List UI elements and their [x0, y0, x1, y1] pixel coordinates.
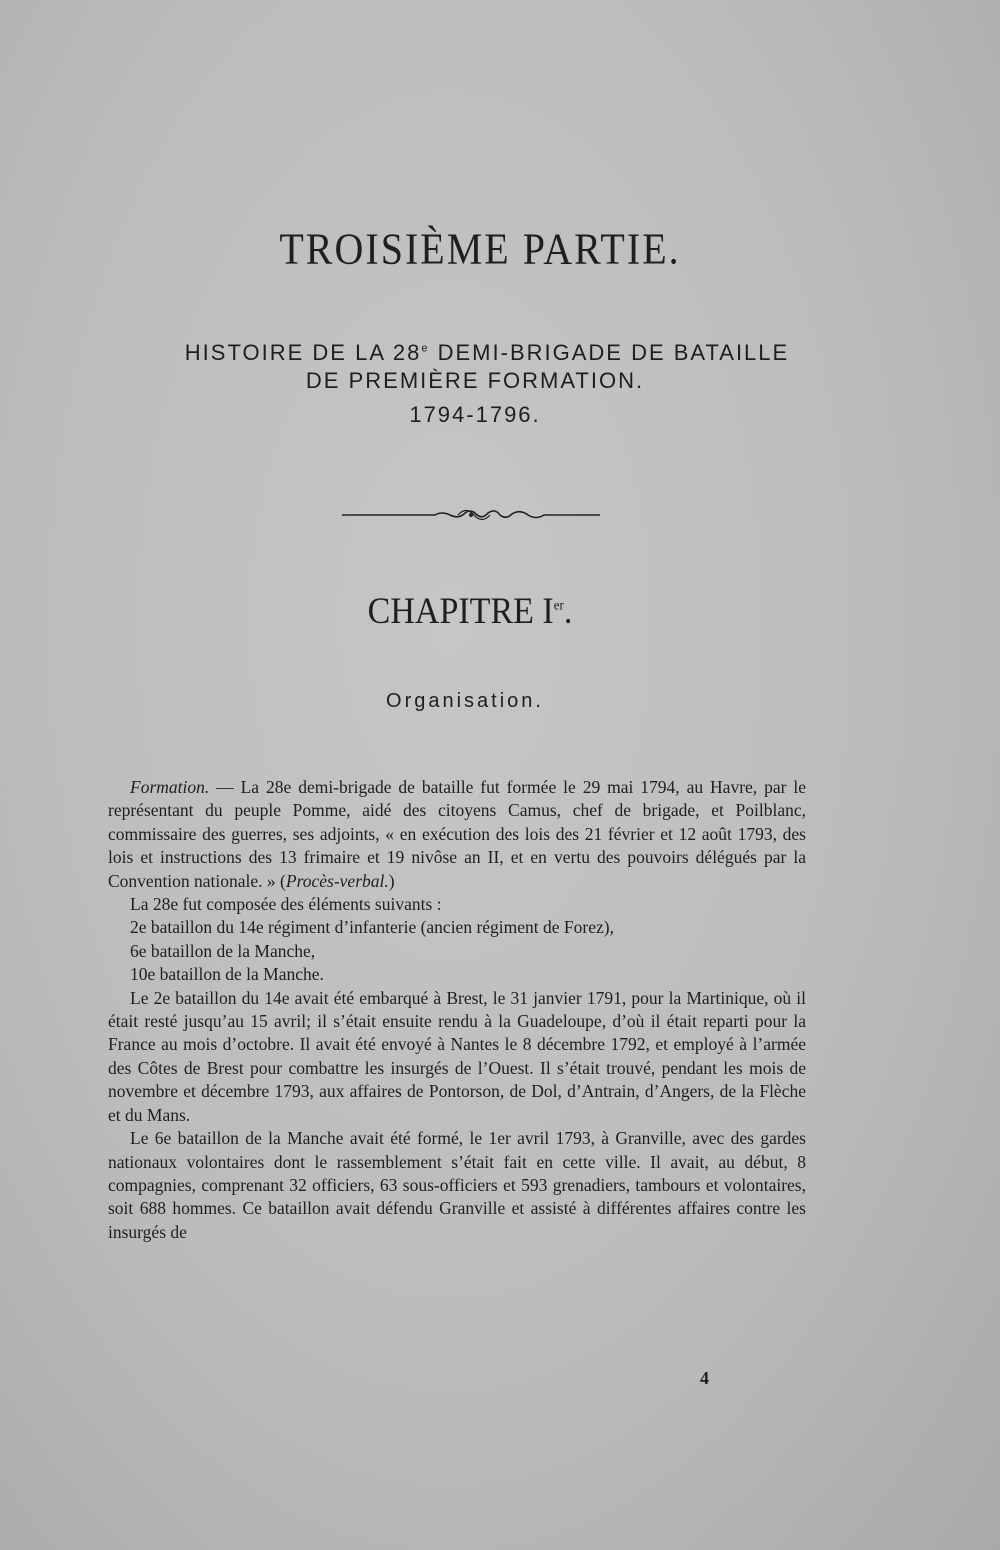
ornament-divider-icon	[340, 500, 602, 530]
subtitle-line-1-after: DEMI-BRIGADE DE BATAILLE	[429, 340, 790, 365]
subtitle-ordinal-sup: e	[421, 342, 430, 355]
subtitle-line-2: DE PREMIÈRE FORMATION.	[305, 368, 645, 393]
body-text	[108, 776, 806, 1244]
paragraph-formation-text: — La 28e demi-brigade de bataille fut formée le 29 mai 1794, au Havre, par le représentant du peuple Pomme, aidé des citoyens Camus, chef de brigade, et Poilblanc, commissaire des guerres, ses adjoints, « en exécution des lois des 21 février et 12 août 1793, des lois et instructions des 13 frimaire et 19 nivôse an II, et en vertu des pouvoirs délégués par la Convention nationale. » (	[108, 777, 806, 891]
subtitle-line-1	[12, 340, 962, 366]
paragraph-lead: Formation.	[130, 777, 210, 797]
chapter-ordinal-sup: er	[553, 596, 564, 613]
list-item: 2e bataillon du 14e régiment d’infanterie (ancien régiment de Forez),	[130, 917, 614, 938]
chapter-label: CHAPITRE I	[367, 591, 554, 632]
part-title: TROISIÈME PARTIE.	[279, 223, 681, 274]
chapter-heading	[0, 591, 940, 632]
paragraph-formation	[108, 776, 806, 893]
list-item: 10e bataillon de la Manche.	[130, 964, 324, 985]
paragraph-second-battalion: Le 2e bataillon du 14e avait été embarqué à Brest, le 31 janvier 1791, pour la Martinique, où il était resté jusqu’au 15 avril; il s’était ensuite rendu à la Guadeloupe, d’où il était reparti pour la France au mois d’octobre. Il avait été envoyé à Nantes le 8 décembre 1792, et employé à l’armée des Côtes de Brest pour combattre les insurgés de l’Ouest. Il s’était trouvé, pendant les mois de novembre et décembre 1793, aux affaires de Pontorson, de Dol, d’Antrain, d’Angers, de la Flèche et du Mans.	[108, 987, 806, 1125]
subtitle-dates: 1794-1796.	[409, 402, 541, 427]
source-citation: Procès-verbal.	[285, 870, 389, 891]
paragraph-sixth-battalion: Le 6e bataillon de la Manche avait été formé, le 1er avril 1793, à Granville, avec des gardes nationaux volontaires dont le rassemblement s’était fait en cette ville. Il avait, au début, 8 compagnies, comprenant 32 officiers, 63 sous-officiers et 593 grenadiers, tambours et volontaires, soit 688 hommes. Ce bataillon avait défendu Granville et assisté à différentes affaires contre les insurgés de	[108, 1128, 806, 1242]
chapter-suffix: .	[563, 591, 573, 632]
list-item: 6e bataillon de la Manche,	[130, 940, 316, 961]
subtitle-line-1-before: HISTOIRE DE LA 28	[184, 340, 422, 365]
paragraph-composition: La 28e fut composée des éléments suivants :	[130, 894, 442, 915]
page-number: 4	[700, 1368, 709, 1388]
citation-close: )	[388, 870, 395, 891]
section-title: Organisation.	[386, 690, 544, 712]
